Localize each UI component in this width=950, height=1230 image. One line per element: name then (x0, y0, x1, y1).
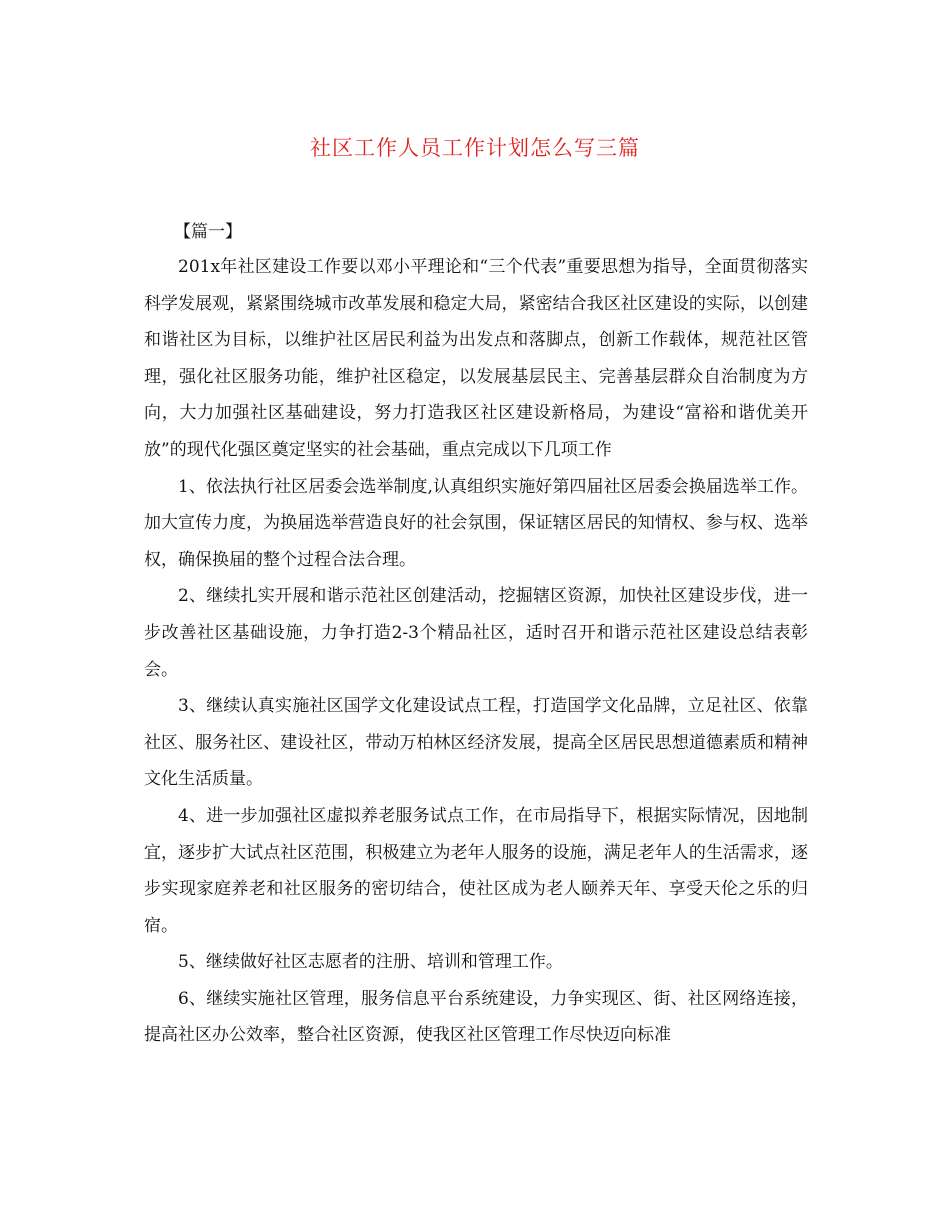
item-paragraph-3: 3、继续认真实施社区国学文化建设试点工程，打造国学文化品牌，立足社区、依靠社区、服务社区、建设社区，带动万柏林区经济发展，提高全区居民思想道德素质和精神文化生活质量。 (144, 696, 808, 790)
item-paragraph-2: 2、继续扎实开展和谐示范社区创建活动，挖掘辖区资源，加快社区建设步伐，进一步改善社区基础设施，力争打造2-3个精品社区，适时召开和谐示范社区建设总结表彰会。 (144, 586, 808, 680)
item-paragraph-4: 4、进一步加强社区虚拟养老服务试点工作，在市局指导下，根据实际情况，因地制宜，逐步扩大试点社区范围，积极建立为老年人服务的设施，满足老年人的生活需求，逐步实现家庭养老和社区服务的密切结合，使社区成为老人颐养天年、享受天伦之乐的归宿。 (144, 805, 808, 936)
intro-paragraph: 201x年社区建设工作要以邓小平理论和“三个代表”重要思想为指导，全面贯彻落实科学发展观，紧紧围绕城市改革发展和稳定大局，紧密结合我区社区建设的实际，以创建和谐社区为目标，以维护社区居民利益为出发点和落脚点，创新工作载体，规范社区管理，强化社区服务功能，维护社区稳定，以发展基层民主、完善基层群众自治制度为方向，大力加强社区基础建设，努力打造我区社区建设新格局，为建设“富裕和谐优美开放”的现代化强区奠定坚实的社会基础，重点完成以下几项工作 (144, 257, 808, 460)
section-heading: 【篇一】 (174, 222, 242, 242)
document-body (144, 215, 808, 1054)
item-paragraph-1: 1、依法执行社区居委会选举制度,认真组织实施好第四届社区居委会换届选举工作。加大宣传力度，为换届选举营造良好的社会氛围，保证辖区居民的知情权、参与权、选举权，确保换届的整个过程合法合理。 (144, 476, 808, 570)
item-paragraph-6: 6、继续实施社区管理，服务信息平台系统建设，力争实现区、街、社区网络连接，提高社区办公效率，整合社区资源，使我区社区管理工作尽快迈向标准 (144, 988, 808, 1046)
item-paragraph-5: 5、继续做好社区志愿者的注册、培训和管理工作。 (178, 952, 563, 973)
document-title: 社区工作人员工作计划怎么写三篇 (310, 136, 640, 160)
